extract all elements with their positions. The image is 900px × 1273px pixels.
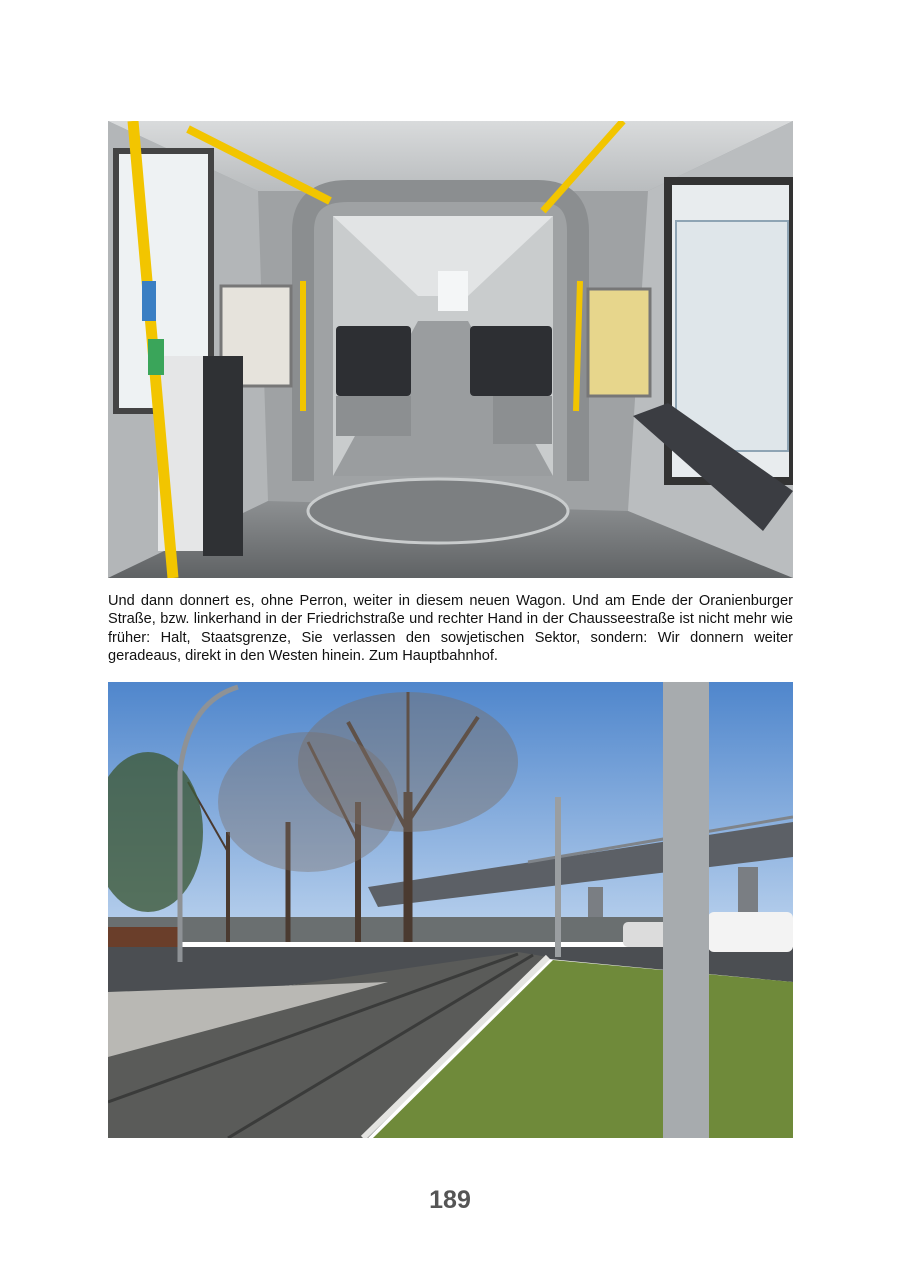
page-number: 189 xyxy=(429,1186,471,1214)
body-paragraph: Und dann donnert es, ohne Perron, weiter in diesem neuen Wagon. Und am Ende der Oranienburger Straße, bzw. linkerhand in der Friedrichstraße und rechter Hand in der Chausseestraße ist nicht mehr wie früher: Halt, Staatsgrenze, Sie verlassen den sowjetischen Sektor, sondern: Wir donnern weiter geradeaus, direkt in den Westen hinein. Zum Hauptbahnhof. xyxy=(108,593,793,664)
tram-interior-photo xyxy=(108,121,793,578)
street-tram-tracks-photo xyxy=(108,682,793,1138)
